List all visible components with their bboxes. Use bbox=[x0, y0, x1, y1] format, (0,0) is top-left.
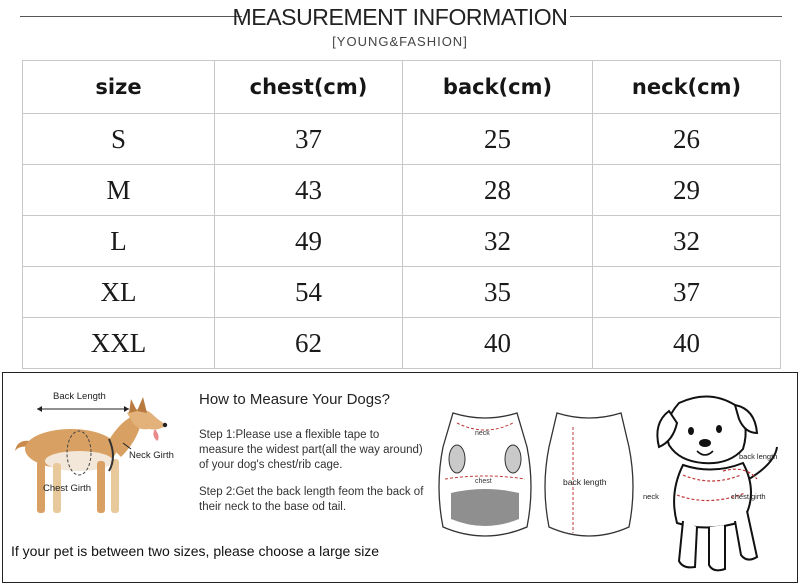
page-subtitle: [YOUNG&FASHION] bbox=[332, 34, 468, 49]
garment-front-diagram bbox=[435, 407, 535, 547]
back-cell: 28 bbox=[403, 165, 593, 216]
size-cell: M bbox=[23, 165, 215, 216]
back-cell: 32 bbox=[403, 216, 593, 267]
table-row bbox=[23, 267, 781, 318]
table-row bbox=[23, 165, 781, 216]
cartoon-chest-girth-label: chest girth bbox=[731, 492, 766, 501]
garment-back-length-label: back length bbox=[563, 477, 607, 487]
neck-cell: 29 bbox=[593, 165, 781, 216]
chest-cell: 49 bbox=[215, 216, 403, 267]
header bbox=[0, 0, 800, 58]
chest-cell: 43 bbox=[215, 165, 403, 216]
neck-cell: 40 bbox=[593, 318, 781, 369]
cartoon-back-length-label: back length bbox=[739, 452, 778, 461]
neck-cell: 32 bbox=[593, 216, 781, 267]
step-2-text: Step 2:Get the back length feom the back of their neck to the base od tail. bbox=[199, 486, 424, 513]
size-cell: XXL bbox=[23, 318, 215, 369]
neck-girth-label: Neck Girth bbox=[129, 450, 174, 461]
back-length-label: Back Length bbox=[53, 391, 106, 402]
chest-cell: 54 bbox=[215, 267, 403, 318]
how-to-measure-title: How to Measure Your Dogs? bbox=[199, 391, 390, 408]
table-row bbox=[23, 114, 781, 165]
back-cell: 35 bbox=[403, 267, 593, 318]
column-header: neck(cm) bbox=[593, 61, 781, 114]
measure-guide-panel bbox=[2, 372, 798, 583]
garment-neck-label: neck bbox=[475, 430, 490, 437]
column-header: size bbox=[23, 61, 215, 114]
size-table bbox=[22, 60, 781, 369]
table-row bbox=[23, 318, 781, 369]
size-advice-note: If your pet is between two sizes, please choose a large size bbox=[11, 543, 380, 559]
column-header: chest(cm) bbox=[215, 61, 403, 114]
cartoon-dog-diagram bbox=[639, 383, 795, 579]
neck-cell: 37 bbox=[593, 267, 781, 318]
table-header-row bbox=[23, 61, 781, 114]
page-title: MEASUREMENT INFORMATION bbox=[232, 4, 568, 30]
garment-back-diagram bbox=[543, 407, 635, 547]
chest-cell: 37 bbox=[215, 114, 403, 165]
back-cell: 40 bbox=[403, 318, 593, 369]
neck-cell: 26 bbox=[593, 114, 781, 165]
cartoon-neck-label: neck bbox=[643, 492, 659, 501]
table-row bbox=[23, 216, 781, 267]
chest-girth-label: Chest Girth bbox=[43, 483, 92, 494]
size-cell: XL bbox=[23, 267, 215, 318]
garment-chest-label: chest bbox=[475, 478, 492, 485]
size-cell: S bbox=[23, 114, 215, 165]
column-header: back(cm) bbox=[403, 61, 593, 114]
back-cell: 25 bbox=[403, 114, 593, 165]
chest-cell: 62 bbox=[215, 318, 403, 369]
step-1-text: Step 1:Please use a flexible tape to measure the widest part(all the way around) of your dog's chest/rib cage. bbox=[199, 429, 423, 471]
size-cell: L bbox=[23, 216, 215, 267]
